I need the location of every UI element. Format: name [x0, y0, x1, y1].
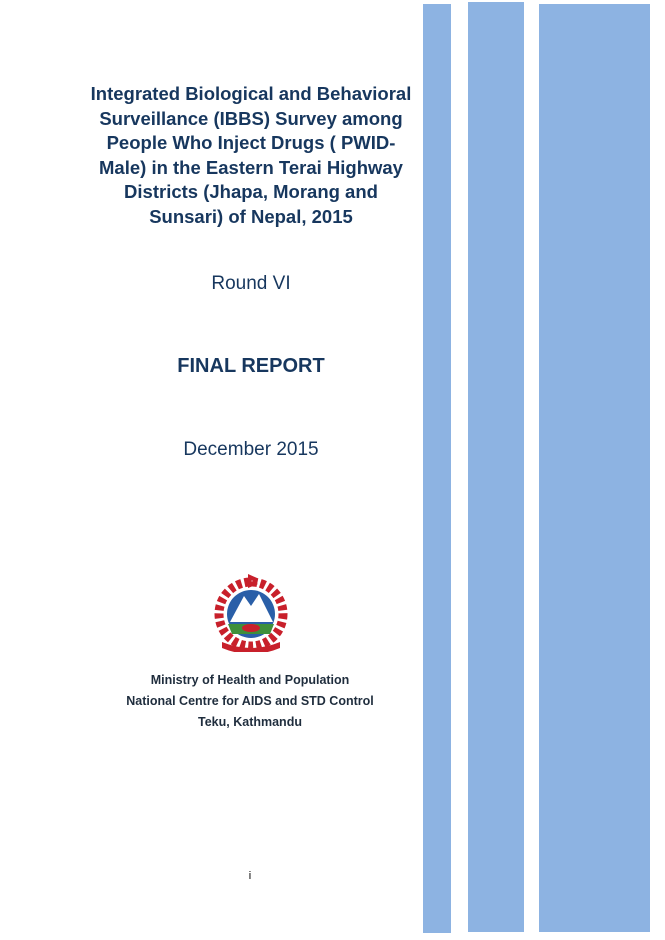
- title-line: Male) in the Eastern Terai Highway: [99, 156, 403, 178]
- organization-centre: National Centre for AIDS and STD Control: [126, 694, 374, 708]
- report-type: FINAL REPORT: [177, 355, 325, 377]
- organization-block: [90, 670, 410, 733]
- page-number: i: [248, 870, 252, 882]
- title-line: Integrated Biological and Behavioral: [90, 83, 412, 104]
- title-line: Districts (Jhapa, Morang and: [124, 181, 378, 202]
- nepal-emblem-icon: [210, 572, 292, 652]
- report-date: December 2015: [183, 439, 319, 460]
- organization-ministry: Ministry of Health and Population: [150, 673, 350, 687]
- round-label: Round VI: [211, 273, 291, 294]
- title-line: People Who Inject Drugs ( PWID-: [106, 132, 396, 153]
- organization-location: Teku, Kathmandu: [198, 715, 302, 729]
- decorative-bar-medium: [468, 2, 524, 932]
- title-line: Sunsari) of Nepal, 2015: [149, 205, 353, 227]
- title-line: Surveillance (IBBS) Survey among: [99, 107, 403, 129]
- report-title: [70, 82, 432, 229]
- decorative-bar-wide: [539, 4, 650, 932]
